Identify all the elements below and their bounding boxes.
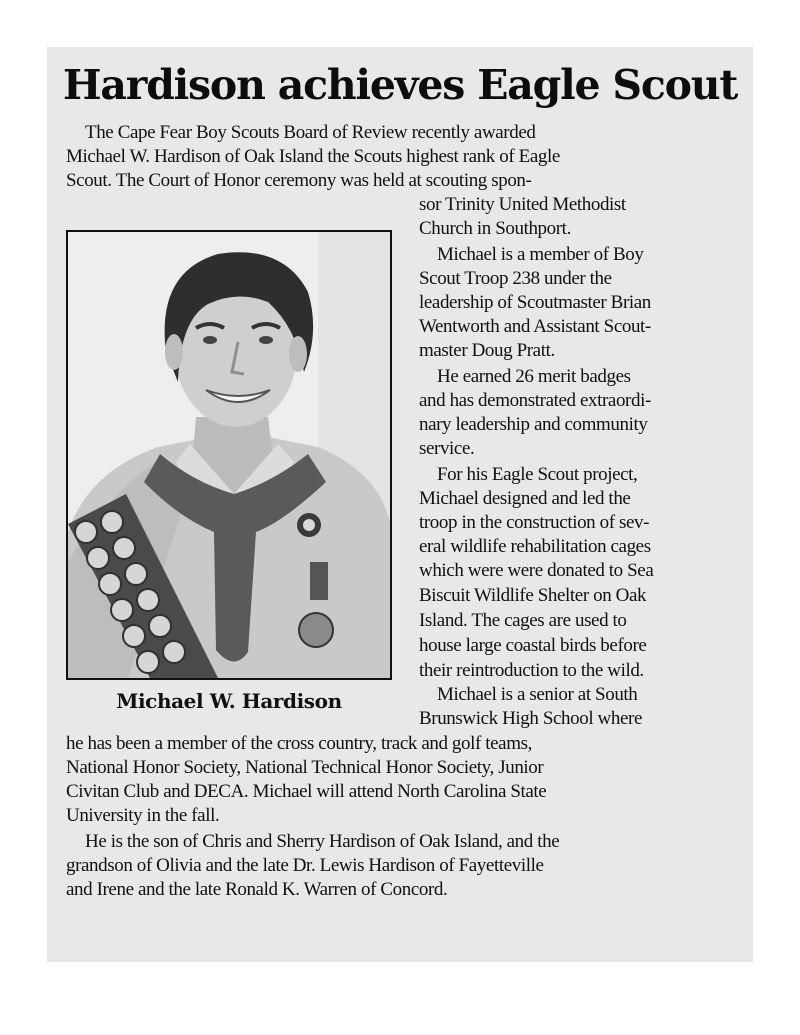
article-line: their reintroduction to the wild. xyxy=(419,660,644,681)
article-line: he has been a member of the cross country, track and golf teams, xyxy=(66,733,532,754)
article-line: Scout. The Court of Honor ceremony was held at scouting spon- xyxy=(66,170,532,191)
article-line: University in the fall. xyxy=(66,805,220,826)
article-line: service. xyxy=(419,438,475,459)
article-line: Michael W. Hardison of Oak Island the Scouts highest rank of Eagle xyxy=(66,146,560,167)
article-line: troop in the construction of sev- xyxy=(419,512,650,533)
article-line: Civitan Club and DECA. Michael will attend North Carolina State xyxy=(66,781,547,802)
article-line: which were were donated to Sea xyxy=(419,560,654,581)
article-line: Island. The cages are used to xyxy=(419,610,627,631)
article-line: sor Trinity United Methodist xyxy=(419,194,626,215)
article-line: He earned 26 merit badges xyxy=(437,366,631,387)
article-line: National Honor Society, National Technical Honor Society, Junior xyxy=(66,757,544,778)
article-line: For his Eagle Scout project, xyxy=(437,464,638,485)
article-line: eral wildlife rehabilitation cages xyxy=(419,536,651,557)
portrait-photo xyxy=(66,230,392,680)
article-line: nary leadership and community xyxy=(419,414,648,435)
article-line: Brunswick High School where xyxy=(419,708,642,729)
article-line: Michael designed and led the xyxy=(419,488,631,509)
article-line: Scout Troop 238 under the xyxy=(419,268,612,289)
article-line: and has demonstrated extraordi- xyxy=(419,390,651,411)
article-line: leadership of Scoutmaster Brian xyxy=(419,292,651,313)
article-line: house large coastal birds before xyxy=(419,635,647,656)
article-line: and Irene and the late Ronald K. Warren of Concord. xyxy=(66,879,448,900)
article-line: Wentworth and Assistant Scout- xyxy=(419,316,651,337)
article-line: Michael is a member of Boy xyxy=(437,244,644,265)
article-line: Church in Southport. xyxy=(419,218,571,239)
photo-caption: Michael W. Hardison xyxy=(116,689,342,713)
article-line: Michael is a senior at South xyxy=(437,684,638,705)
headline: Hardison achieves Eagle Scout xyxy=(62,61,738,109)
article-line: master Doug Pratt. xyxy=(419,340,555,361)
article-line: He is the son of Chris and Sherry Hardison of Oak Island, and the xyxy=(85,831,560,852)
article-line: grandson of Olivia and the late Dr. Lewis Hardison of Fayetteville xyxy=(66,855,544,876)
article-line: The Cape Fear Boy Scouts Board of Review recently awarded xyxy=(85,122,536,143)
newspaper-clipping xyxy=(47,47,753,962)
article-line: Biscuit Wildlife Shelter on Oak xyxy=(419,585,647,606)
